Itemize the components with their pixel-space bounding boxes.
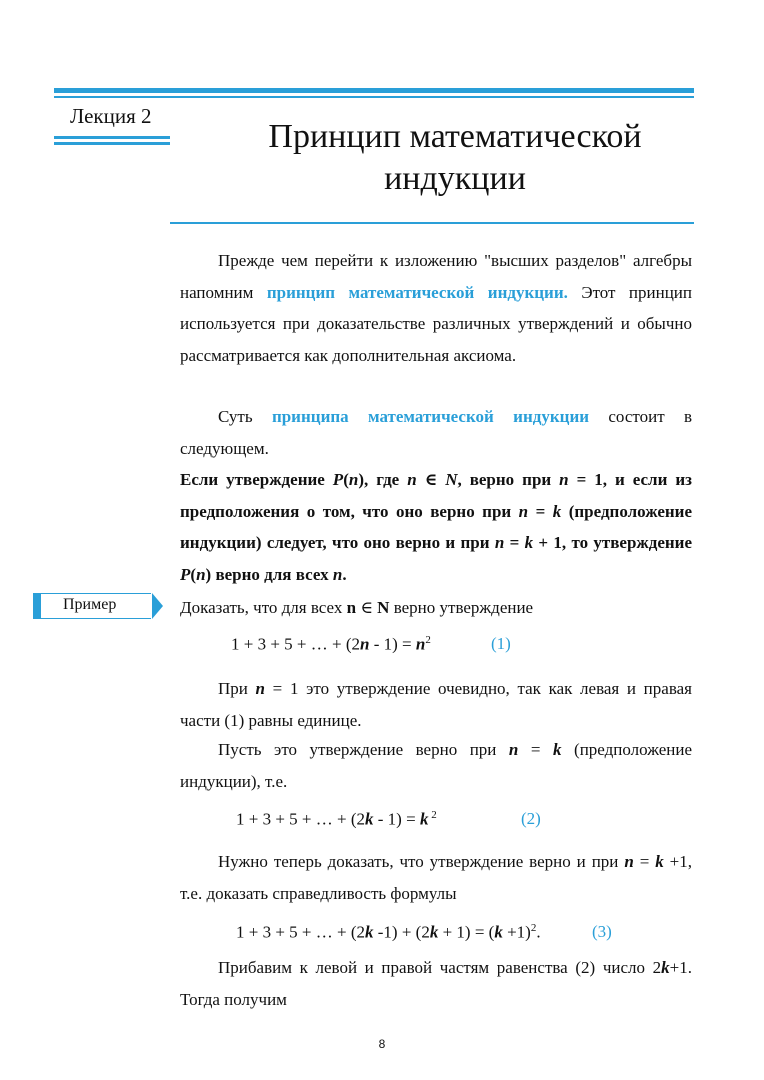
intro-paragraph: Прежде чем перейти к изложению "высших разделов" алгебры напомним принцип математической индукции. Этот принцип используется при доказательстве различных утверждений и обычно рассматривается как дополнительная аксиома. [180,251,692,365]
lecture-underline-2 [54,142,170,145]
highlight-term: принцип математической индукции. [266,282,568,302]
title-line-2: индукции [384,160,526,197]
formula-2: 1 + 3 + 5 + … + (2k - 1) = k $^2$ [236,809,437,829]
page-number: 8 [378,1037,386,1051]
principle-statement: Если утверждение P(n), где n ∈ N, верно при n = 1, и если из предположения о том, что оно верно при n = k (предположение индукции) следует, что оно верно и при n = k + 1, то утверждение P(n) верно для всех n. [180,470,693,584]
lecture-label: Лекция 2 [70,104,152,128]
formula-1-number: (1) [491,634,511,653]
example-arrow-icon [152,593,163,619]
essence-paragraph: Суть принципа математической индукции состоит в следующем. [180,407,692,458]
lecture-underline [54,136,170,139]
example-tag-label: Пример [63,596,117,613]
formula-1: 1 + 3 + 5 + … + $(2n - 1) = n^2$ [231,634,431,654]
example-tag [33,593,151,619]
page-title [180,116,730,200]
title-line-1: Принцип математической [268,118,642,155]
base-case-paragraph: При n = 1 это утверждение очевидно, так как левая и правая части (1) равны единице. [180,679,692,730]
top-rule-thin [54,96,694,98]
hypothesis-paragraph: Пусть это утверждение верно при n = k (предположение индукции), т.е. [180,740,692,791]
formula-3-number: (3) [592,922,612,941]
highlight-term: принципа математической индукции [271,407,590,426]
top-rule [54,88,694,93]
add-paragraph: Прибавим к левой и правой частям равенства (2) число 2k+1. Тогда получим [180,958,692,1009]
example-statement: Доказать, что для всех n ∈ N верно утверждение [180,598,534,617]
step-paragraph: Нужно теперь доказать, что утверждение верно и при n = k +1, т.е. доказать справедливость формулы [180,852,692,903]
title-rule [170,222,694,224]
formula-2-number: (2) [521,809,541,828]
formula-3: 1 + 3 + 5 + … + (2k $-1) + (2k + 1) = (k +1)^2$. [236,922,541,942]
